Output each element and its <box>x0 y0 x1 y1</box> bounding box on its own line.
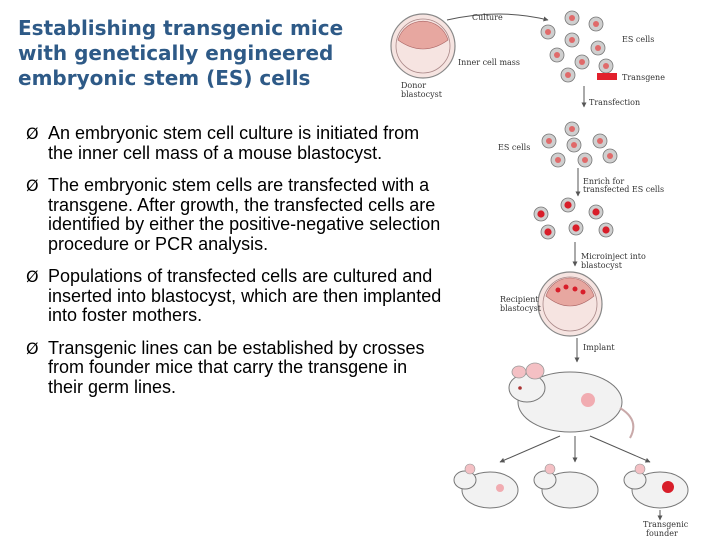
recipient-label-line1: Recipient <box>500 295 539 304</box>
cell-nucleus-icon <box>546 138 552 144</box>
foster-mother-mouse-icon <box>509 363 633 438</box>
transfection-label: Transfection <box>589 98 641 107</box>
cell-nucleus-icon <box>569 37 575 43</box>
enrich-label-line1: Enrich for <box>583 177 625 186</box>
bullet-text: An embryonic stem cell culture is initiated from the inner cell mass of a mouse blastocyst. <box>48 123 420 163</box>
cell-nucleus-icon <box>569 126 575 132</box>
cell-nucleus-icon <box>603 63 609 69</box>
blastocyst-label: blastocyst <box>401 90 442 99</box>
transgene-label: Transgene <box>622 73 665 82</box>
arrow-bullet-icon: Ø <box>26 124 39 143</box>
transgenic-label: Transgenic <box>643 520 689 529</box>
arrow-bullet-icon: Ø <box>26 176 39 195</box>
cell-nucleus-icon <box>597 138 603 144</box>
cell-nucleus-icon <box>593 21 599 27</box>
cell-nucleus-icon <box>582 157 588 163</box>
slide-title: Establishing transgenic mice with genetically engineered embryonic stem (ES) cells <box>18 16 344 90</box>
cell-nucleus-icon <box>595 45 601 51</box>
arrow-bullet-icon: Ø <box>26 267 39 286</box>
donor-blastocyst-icon <box>391 14 455 78</box>
cell-nucleus-icon <box>571 142 577 148</box>
cell-nucleus-icon <box>565 72 571 78</box>
cell-nucleus-icon <box>602 226 609 233</box>
enrich-label-line2: transfected ES cells <box>583 185 665 194</box>
recipient-blastocyst-icon <box>538 272 602 336</box>
microinject-label-line2: blastocyst <box>581 261 622 270</box>
cell-nucleus-icon <box>537 210 544 217</box>
culture-label: Culture <box>472 13 503 22</box>
offspring-mouse-icon <box>534 464 598 508</box>
cell-nucleus-icon <box>569 15 575 21</box>
cell-nucleus-icon <box>554 52 560 58</box>
bullet-text: Transgenic lines can be established by crosses from founder mice that carry the transgene in their germ lines. <box>48 337 425 397</box>
cell-nucleus-icon <box>564 201 571 208</box>
implant-label: Implant <box>583 343 615 352</box>
es-cell-cluster-middle <box>542 122 617 167</box>
cell-nucleus-icon <box>555 157 561 163</box>
cell-nucleus-icon <box>579 59 585 65</box>
bullet-text: The embryonic stem cells are transfected with a transgene. After growth, the transfected cells are identified by either the positive-negative selection procedure or PCR analysis. <box>48 175 441 254</box>
es-cell-cluster-top <box>541 11 613 82</box>
cell-nucleus-icon <box>545 29 551 35</box>
transgene-icon <box>597 73 617 80</box>
cell-nucleus-icon <box>572 224 579 231</box>
transfected-cell-cluster <box>534 198 613 239</box>
cell-nucleus-icon <box>607 153 613 159</box>
bullet-text: Populations of transfected cells are cultured and inserted into blastocyst, which are then implanted into foster mothers. <box>48 266 442 325</box>
recipient-label-line2: blastocyst <box>500 304 541 313</box>
es-cells-top-label: ES cells <box>622 35 655 44</box>
offspring-mouse-icon <box>454 464 518 508</box>
cell-nucleus-icon <box>592 208 599 215</box>
donor-label: Donor <box>401 81 427 90</box>
es-cells-mid-label: ES cells <box>498 143 531 152</box>
inner-cell-mass-label: Inner cell mass <box>458 58 521 67</box>
cell-nucleus-icon <box>544 228 551 235</box>
arrow-bullet-icon: Ø <box>26 338 39 358</box>
transgenic-founder-mouse-icon <box>624 464 688 508</box>
founder-label: founder <box>646 529 678 538</box>
microinject-label-line1: Microinject into <box>581 252 646 261</box>
